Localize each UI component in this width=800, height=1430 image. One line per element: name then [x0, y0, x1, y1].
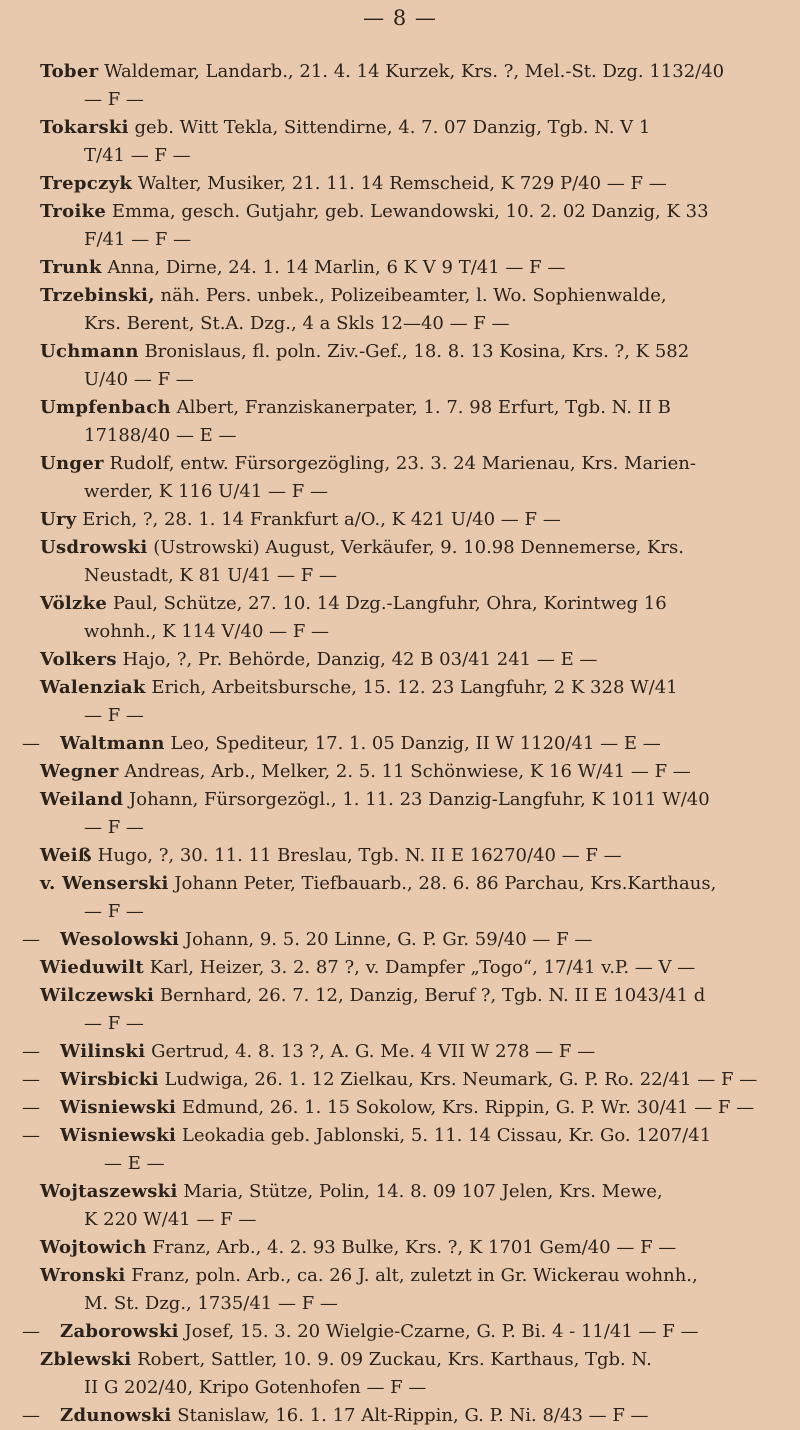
list-item [40, 254, 772, 282]
entry-continuation: U/40 — F — [84, 369, 194, 390]
entry-details: Josef, 15. 3. 20 Wielgie-Czarne, G. P. Bi. 4 - 11/41 — F — [178, 1321, 699, 1342]
entry-name: Zaborowski [60, 1321, 179, 1342]
entry-details: Leo, Spediteur, 17. 1. 05 Danzig, II W 1120/41 — E — [164, 733, 661, 754]
entry-continuation: — E — [104, 1153, 165, 1174]
entry-name: Uchmann [40, 341, 139, 362]
entry-details: Anna, Dirne, 24. 1. 14 Marlin, 6 K V 9 T/41 — F — [101, 257, 566, 278]
marker-dash: — [22, 929, 40, 950]
entry-details: Karl, Heizer, 3. 2. 87 ?, v. Dampfer „Togo“, 17/41 v.P. — V — [144, 957, 696, 978]
entry-first-line [40, 1346, 772, 1374]
list-item [40, 1346, 772, 1402]
entry-name: Volkers [40, 649, 117, 670]
entry-details: Johann, Fürsorgezögl., 1. 11. 23 Danzig-Langfuhr, K 1011 W/40 [123, 789, 710, 810]
list-item [22, 1318, 772, 1346]
list-item [40, 114, 772, 170]
list-item [40, 758, 772, 786]
marker-dash: — [22, 1405, 40, 1426]
entry-details: (Ustrowski) August, Verkäufer, 9. 10.98 Dennemerse, Krs. [147, 537, 685, 558]
entry-first-line [40, 674, 772, 702]
list-item [22, 1402, 772, 1430]
entry-details: Paul, Schütze, 27. 10. 14 Dzg.-Langfuhr, Ohra, Korintweg 16 [107, 593, 667, 614]
entry-details: näh. Pers. unbek., Polizeibeamter, l. Wo. Sophienwalde, [154, 285, 667, 306]
entry-details: Waldemar, Landarb., 21. 4. 14 Kurzek, Krs. ?, Mel.-St. Dzg. 1132/40 [98, 61, 725, 82]
entry-details: Stanislaw, 16. 1. 17 Alt-Rippin, G. P. Ni. 8/43 — F — [171, 1405, 649, 1426]
entry-continuation: — F — [84, 901, 144, 922]
entry-first-line [40, 786, 772, 814]
entry-first-line [40, 170, 772, 198]
entry-details: geb. Witt Tekla, Sittendirne, 4. 7. 07 Danzig, Tgb. N. V 1 [128, 117, 651, 138]
list-item [40, 1178, 772, 1234]
entry-name: Wirsbicki [60, 1069, 159, 1090]
entry-continuation: F/41 — F — [84, 229, 192, 250]
entry-name: Tober [40, 61, 99, 82]
entry-name: Wilinski [60, 1041, 146, 1062]
entry-first-line [40, 982, 772, 1010]
entry-first-line [40, 1262, 772, 1290]
entry-name: Walenziak [40, 677, 146, 698]
entry-details: Bernhard, 26. 7. 12, Danzig, Beruf ?, Tgb. N. II E 1043/41 d [154, 985, 706, 1006]
list-item [40, 982, 772, 1038]
entry-first-line [40, 254, 772, 282]
entry-first-line [40, 590, 772, 618]
entry-first-line [40, 198, 772, 226]
entry-details: Johann Peter, Tiefbauarb., 28. 6. 86 Parchau, Krs.Karthaus, [168, 873, 717, 894]
list-item [40, 674, 772, 730]
entry-name: Zblewski [40, 1349, 132, 1370]
entry-name: Wilczewski [40, 985, 155, 1006]
entry-details: Gertrud, 4. 8. 13 ?, A. G. Me. 4 VII W 278 — F — [145, 1041, 596, 1062]
marker-dash: — [22, 1125, 40, 1146]
entry-details: Leokadia geb. Jablonski, 5. 11. 14 Cissau, Kr. Go. 1207/41 [176, 1125, 712, 1146]
list-item [40, 534, 772, 590]
entry-name: Umpfenbach [40, 397, 171, 418]
list-item [40, 450, 772, 506]
entry-continuation: — F — [84, 817, 144, 838]
marker-dash: — [22, 1069, 40, 1090]
entry-name: Wisniewski [60, 1097, 177, 1118]
entry-details: Hugo, ?, 30. 11. 11 Breslau, Tgb. N. II E 16270/40 — F — [91, 845, 622, 866]
entry-details: Johann, 9. 5. 20 Linne, G. P. Gr. 59/40 — F — [179, 929, 593, 950]
marker-dash: — [22, 1041, 40, 1062]
marker-dash: — [22, 1321, 40, 1342]
list-item [40, 646, 772, 674]
entry-first-line [40, 506, 772, 534]
entry-first-line [22, 730, 772, 758]
entry-first-line [40, 114, 772, 142]
entry-details: Ludwiga, 26. 1. 12 Zielkau, Krs. Neumark, G. P. Ro. 22/41 — F — [158, 1069, 758, 1090]
entry-first-line [40, 870, 772, 898]
list-item [40, 338, 772, 394]
list-item [40, 1262, 772, 1318]
entry-first-line [22, 1402, 772, 1430]
entry-first-line [22, 926, 772, 954]
entry-details: Franz, Arb., 4. 2. 93 Bulke, Krs. ?, K 1701 Gem/40 — F — [146, 1237, 677, 1258]
entry-first-line [40, 758, 772, 786]
entry-details: Bronislaus, fl. poln. Ziv.-Gef., 18. 8. 13 Kosina, Krs. ?, K 582 [138, 341, 690, 362]
list-item [40, 198, 772, 254]
entry-name: Troike [40, 201, 107, 222]
list-item [40, 1234, 772, 1262]
entry-continuation: werder, K 116 U/41 — F — [84, 481, 328, 502]
entry-name: Weiß [40, 845, 92, 866]
entry-name: Wisniewski [60, 1125, 177, 1146]
entry-name: Weiland [40, 789, 124, 810]
entry-continuation: II G 202/40, Kripo Gotenhofen — F — [84, 1377, 427, 1398]
entry-name: Trunk [40, 257, 102, 278]
entry-continuation: 17188/40 — E — [84, 425, 237, 446]
entry-first-line [40, 1234, 772, 1262]
entry-name: Wronski [40, 1265, 126, 1286]
entry-name: Usdrowski [40, 537, 148, 558]
entry-continuation: K 220 W/41 — F — [84, 1209, 257, 1230]
entry-name: Trzebinski, [40, 285, 155, 306]
entry-details: Edmund, 26. 1. 15 Sokolow, Krs. Rippin, G. P. Wr. 30/41 — F — [176, 1097, 755, 1118]
entry-first-line [40, 282, 772, 310]
entry-first-line [40, 954, 772, 982]
entry-name: v. Wenserski [40, 873, 169, 894]
entry-continuation: — F — [84, 705, 144, 726]
entry-details: Andreas, Arb., Melker, 2. 5. 11 Schönwiese, K 16 W/41 — F — [118, 761, 691, 782]
entry-name: Trepczyk [40, 173, 133, 194]
entry-name: Wesolowski [60, 929, 180, 950]
entry-details: Hajo, ?, Pr. Behörde, Danzig, 42 B 03/41 241 — E — [116, 649, 598, 670]
entry-first-line [40, 394, 772, 422]
entry-first-line [40, 450, 772, 478]
entry-details: Erich, ?, 28. 1. 14 Frankfurt a/O., K 421 U/40 — F — [76, 509, 561, 530]
list-item [22, 730, 772, 758]
entry-name: Waltmann [60, 733, 165, 754]
entry-name: Ury [40, 509, 77, 530]
entry-details: Robert, Sattler, 10. 9. 09 Zuckau, Krs. Karthaus, Tgb. N. [131, 1349, 652, 1370]
list-item [40, 282, 772, 338]
entry-list [0, 58, 800, 1430]
entry-first-line [40, 58, 772, 86]
entry-details: Rudolf, entw. Fürsorgezögling, 23. 3. 24 Marienau, Krs. Marien- [103, 453, 696, 474]
entry-continuation: — F — [84, 89, 144, 110]
list-item [40, 506, 772, 534]
list-item [40, 394, 772, 450]
entry-continuation: wohnh., K 114 V/40 — F — [84, 621, 330, 642]
entry-name: Tokarski [40, 117, 129, 138]
entry-first-line [22, 1038, 772, 1066]
list-item [22, 1094, 772, 1122]
list-item [22, 1066, 772, 1094]
list-item [40, 842, 772, 870]
entry-details: Franz, poln. Arb., ca. 26 J. alt, zuletzt in Gr. Wickerau wohnh., [125, 1265, 698, 1286]
entry-name: Wojtowich [40, 1237, 147, 1258]
entry-name: Unger [40, 453, 104, 474]
entry-name: Zdunowski [60, 1405, 172, 1426]
entry-name: Wegner [40, 761, 119, 782]
page-number: — 8 — [363, 6, 437, 30]
entry-details: Maria, Stütze, Polin, 14. 8. 09 107 Jelen, Krs. Mewe, [177, 1181, 663, 1202]
marker-dash: — [22, 1097, 40, 1118]
entry-first-line [22, 1066, 772, 1094]
entry-first-line [40, 534, 772, 562]
entry-first-line [40, 338, 772, 366]
list-item [22, 1122, 772, 1178]
entry-first-line [40, 842, 772, 870]
entry-details: Walter, Musiker, 21. 11. 14 Remscheid, K 729 P/40 — F — [132, 173, 667, 194]
list-item [22, 926, 772, 954]
entry-continuation: Neustadt, K 81 U/41 — F — [84, 565, 337, 586]
list-item [40, 870, 772, 926]
entry-continuation: Krs. Berent, St.A. Dzg., 4 a Skls 12—40 — F — [84, 313, 510, 334]
entry-first-line [40, 646, 772, 674]
entry-name: Wieduwilt [40, 957, 145, 978]
entry-name: Wojtaszewski [40, 1181, 178, 1202]
entry-details: Albert, Franziskanerpater, 1. 7. 98 Erfurt, Tgb. N. II B [170, 397, 671, 418]
entry-details: Emma, gesch. Gutjahr, geb. Lewandowski, 10. 2. 02 Danzig, K 33 [106, 201, 709, 222]
entry-first-line [40, 1178, 772, 1206]
entry-name: Völzke [40, 593, 108, 614]
entry-continuation: T/41 — F — [84, 145, 191, 166]
list-item [40, 954, 772, 982]
list-item [40, 58, 772, 114]
list-item [22, 1038, 772, 1066]
entry-continuation: M. St. Dzg., 1735/41 — F — [84, 1293, 338, 1314]
list-item [40, 590, 772, 646]
marker-dash: — [22, 733, 40, 754]
entry-details: Erich, Arbeitsbursche, 15. 12. 23 Langfuhr, 2 K 328 W/41 [145, 677, 678, 698]
list-item [40, 170, 772, 198]
entry-first-line [22, 1318, 772, 1346]
entry-continuation: — F — [84, 1013, 144, 1034]
entry-first-line [22, 1122, 772, 1150]
list-item [40, 786, 772, 842]
entry-first-line [22, 1094, 772, 1122]
